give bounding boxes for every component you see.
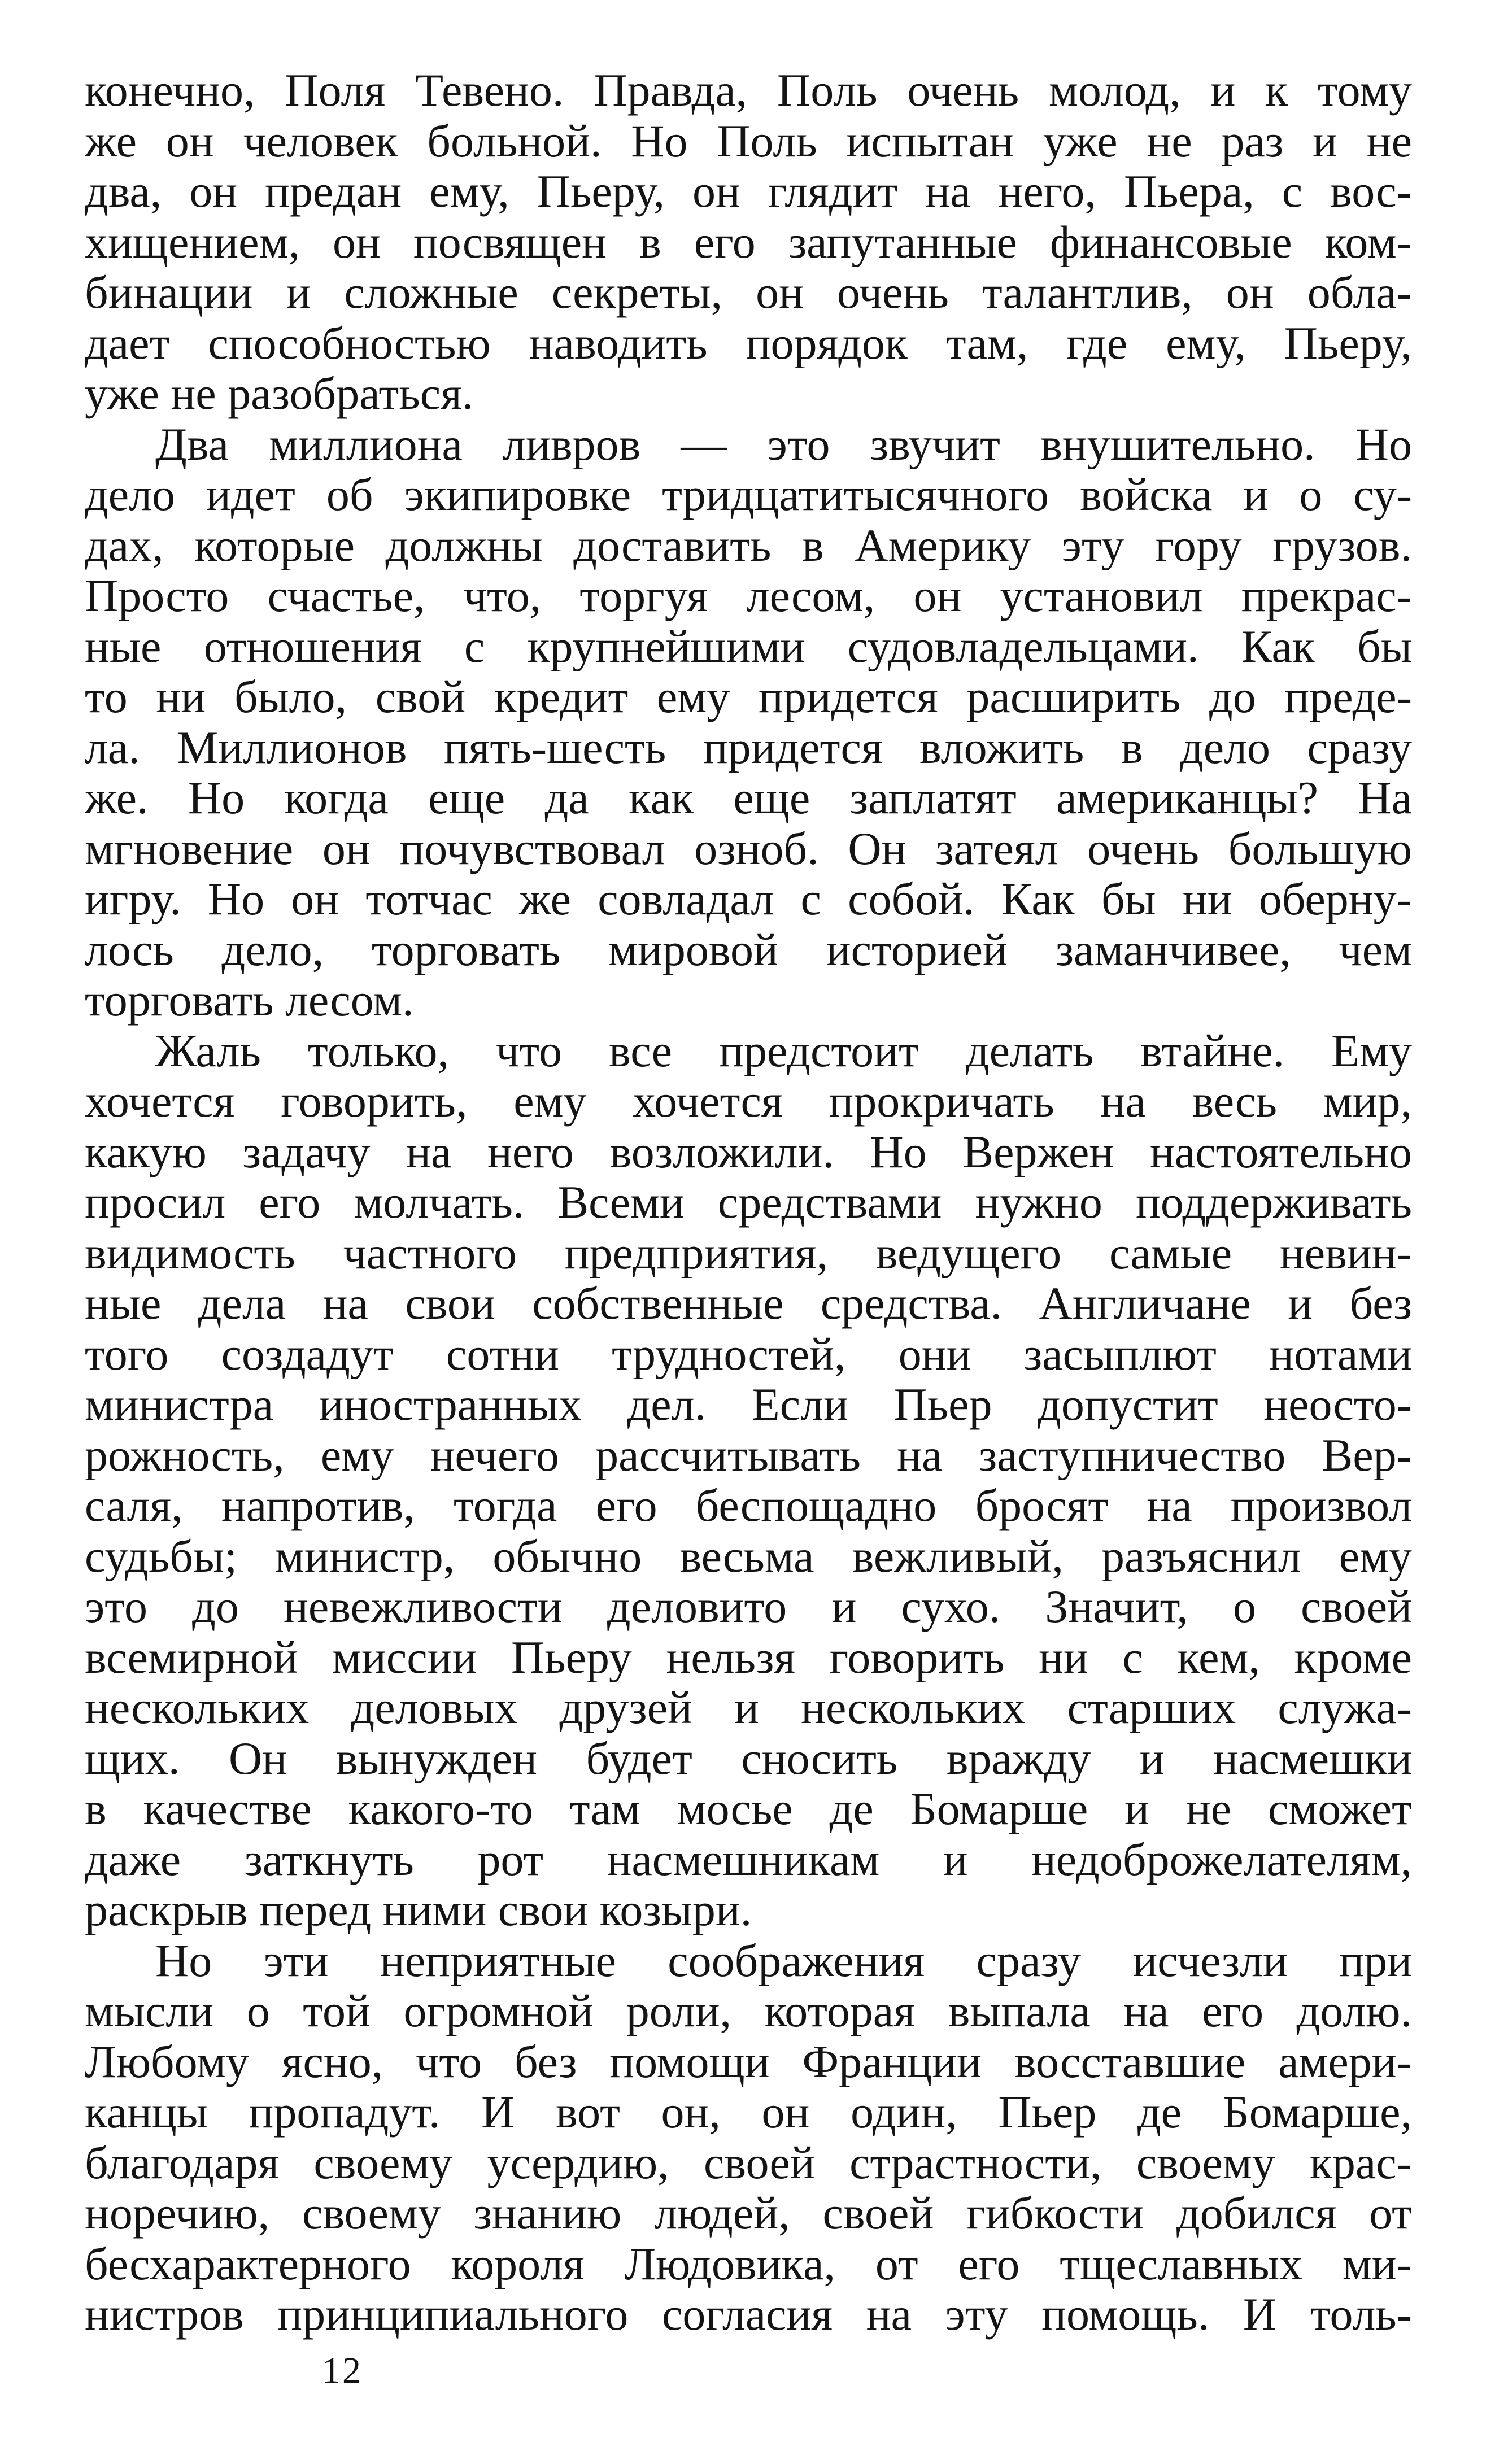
text-line: канцы пропадут. И вот он, он один, Пьер де Бомарше, [85,2087,1412,2138]
text-line: ные отношения с крупнейшими судовладельцами. Как бы [85,621,1412,671]
text-line: торговать лесом. [85,975,414,1026]
text-line: Два миллиона ливров — это звучит внушительно. Но [155,418,1412,469]
text-line: два, он предан ему, Пьеру, он глядит на него, Пьера, с вос- [85,166,1412,217]
text-line: саля, напротив, тогда его беспощадно бросят на произвол [85,1480,1412,1531]
text-line: раскрыв перед ними свои козыри. [85,1885,752,1935]
text-line: уже не разобраться. [85,368,474,419]
text-line: мысли о той огромной роли, которая выпала на его долю. [85,1986,1412,2036]
text-line: же. Но когда еще да как еще заплатят американцы? На [85,773,1412,823]
text-line: же он человек больной. Но Поль испытан уже не раз и не [85,115,1412,166]
text-line: министра иностранных дел. Если Пьер допустит неосто- [85,1379,1412,1430]
text-line: бинации и сложные секреты, он очень талантлив, он обла- [85,267,1412,318]
text-line: благодаря своему усердию, своей страстности, своему крас- [85,2137,1412,2188]
text-line: лось дело, торговать мировой историей заманчивее, чем [85,924,1412,975]
text-line: судьбы; министр, обычно весьма вежливый, разъяснил ему [85,1530,1412,1581]
text-line: дело идет об экипировке тридцатитысячного войска и о су- [85,469,1412,520]
text-line: даже заткнуть рот насмешникам и недоброжелателям, [85,1834,1412,1885]
paragraph [85,65,1412,419]
book-page [85,65,1412,2340]
text-line: конечно, Поля Тевено. Правда, Поль очень молод, и к тому [85,65,1412,116]
text-line: Просто счастье, что, торгуя лесом, он установил прекрас- [85,570,1412,621]
text-line: норечию, своему знанию людей, своей гибкости добился от [85,2188,1412,2239]
text-line: нескольких деловых друзей и нескольких старших служа- [85,1682,1412,1733]
text-line: в качестве какого-то там мосье де Бомарше и не сможет [85,1783,1412,1834]
text-line: видимость частного предприятия, ведущего самые невин- [85,1227,1412,1278]
text-line: всемирной миссии Пьеру нельзя говорить ни с кем, кроме [85,1632,1412,1682]
text-line: щих. Он вынужден будет сносить вражду и насмешки [85,1733,1412,1783]
paragraph [85,1935,1412,2340]
text-line: то ни было, свой кредит ему придется расширить до преде- [85,671,1412,722]
text-line: нистров принципиального согласия на эту помощь. И толь- [85,2289,1412,2340]
paragraph [85,1026,1412,1935]
text-line: дает способностью наводить порядок там, где ему, Пьеру, [85,317,1412,368]
text-line: ла. Миллионов пять-шесть придется вложить в дело сразу [85,722,1412,773]
text-line: это до невежливости деловито и сухо. Значит, о своей [85,1581,1412,1632]
text-line: мгновение он почувствовал озноб. Он затеял очень большую [85,823,1412,874]
text-line: хочется говорить, ему хочется прокричать на весь мир, [85,1076,1412,1127]
page-number: 12 [322,2350,363,2391]
text-body [85,65,1412,2340]
text-line: Но эти неприятные соображения сразу исчезли при [155,1935,1412,1986]
text-line: игру. Но он тотчас же совладал с собой. Как бы ни оберну- [85,874,1412,924]
text-line: рожность, ему нечего рассчитывать на заступничество Вер- [85,1429,1412,1480]
text-line: просил его молчать. Всеми средствами нужно поддерживать [85,1177,1412,1228]
text-line: того создадут сотни трудностей, они засыплют нотами [85,1328,1412,1379]
text-line: Жаль только, что все предстоит делать втайне. Ему [155,1025,1412,1076]
paragraph [85,419,1412,1026]
text-line: какую задачу на него возложили. Но Вержен настоятельно [85,1126,1412,1177]
text-line: ные дела на свои собственные средства. Англичане и без [85,1278,1412,1329]
text-line: бесхарактерного короля Людовика, от его тщеславных ми- [85,2238,1412,2289]
text-line: дах, которые должны доставить в Америку эту гору грузов. [85,520,1412,570]
text-line: Любому ясно, что без помощи Франции восставшие амери- [85,2036,1412,2087]
text-line: хищением, он посвящен в его запутанные финансовые ком- [85,216,1412,267]
